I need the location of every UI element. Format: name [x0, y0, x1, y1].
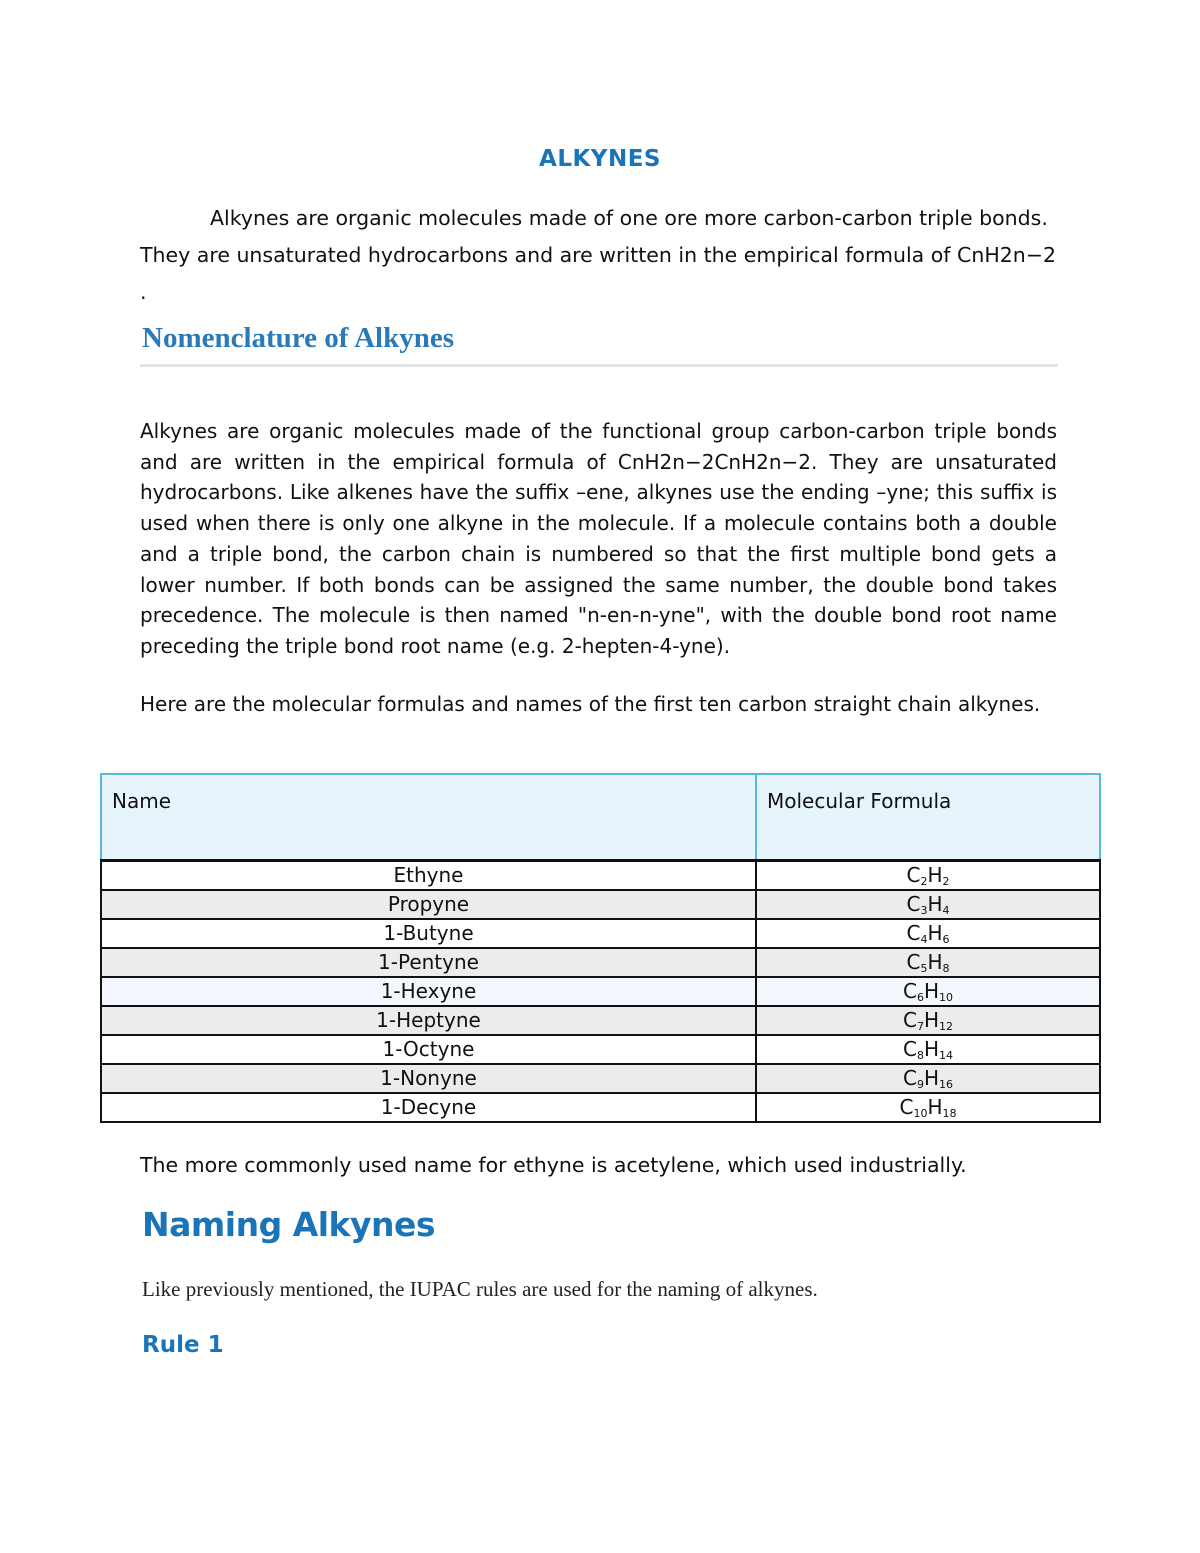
alkyne-name-cell: 1-Decyne — [101, 1093, 756, 1122]
formula-hydrogen: H — [927, 892, 943, 916]
formula-carbon: C — [902, 1008, 917, 1032]
formula-carbon: C — [902, 979, 917, 1003]
formula-hydrogen: H — [923, 1037, 939, 1061]
formula-hydrogen: H — [923, 1066, 939, 1090]
table-row — [101, 1064, 1100, 1093]
formula-carbon-count: 7 — [916, 1020, 924, 1033]
formula-carbon: C — [906, 892, 921, 916]
nomenclature-heading: Nomenclature of Alkynes — [142, 322, 455, 354]
intro-text: Alkynes are organic molecules made of one ore more carbon-carbon triple bonds. They are unsaturated hydrocarbons and are written in the empirical formula of CnH2n−2 . — [140, 206, 1057, 304]
formula-hydrogen-count: 10 — [939, 991, 953, 1004]
formula-hydrogen-count: 6 — [942, 933, 950, 946]
formula-carbon: C — [899, 1095, 914, 1119]
table-row — [101, 1093, 1100, 1122]
formula-carbon-count: 2 — [920, 875, 928, 888]
alkynes-table — [100, 773, 1101, 1123]
table-row — [101, 1006, 1100, 1035]
formula-carbon: C — [902, 1037, 917, 1061]
molecular-formula-cell — [756, 1093, 1100, 1122]
naming-paragraph: Like previously mentioned, the IUPAC rules are used for the naming of alkynes. — [142, 1277, 818, 1301]
formula-carbon-count: 9 — [916, 1078, 924, 1091]
formula-hydrogen-count: 4 — [942, 904, 950, 917]
column-header-formula: Molecular Formula — [756, 774, 1100, 861]
formula-hydrogen: H — [927, 1095, 943, 1119]
formula-carbon: C — [906, 921, 921, 945]
formula-hydrogen: H — [923, 979, 939, 1003]
alkyne-name-cell: 1-Nonyne — [101, 1064, 756, 1093]
intro-paragraph — [140, 200, 1060, 311]
heading-divider — [140, 364, 1058, 367]
molecular-formula-cell — [756, 861, 1100, 891]
molecular-formula-cell — [756, 1064, 1100, 1093]
alkyne-name-cell: Ethyne — [101, 861, 756, 891]
table-row — [101, 948, 1100, 977]
alkyne-name-cell: 1-Butyne — [101, 919, 756, 948]
formula-hydrogen-count: 8 — [942, 962, 950, 975]
table-body — [101, 861, 1100, 1123]
table-row — [101, 861, 1100, 891]
formula-carbon-count: 4 — [920, 933, 928, 946]
naming-heading: Naming Alkynes — [142, 1205, 436, 1244]
formula-carbon: C — [902, 1066, 917, 1090]
column-header-name: Name — [101, 774, 756, 861]
table-row — [101, 890, 1100, 919]
formula-hydrogen-count: 18 — [942, 1107, 957, 1120]
alkyne-name-cell: 1-Heptyne — [101, 1006, 756, 1035]
formula-carbon-count: 5 — [920, 962, 928, 975]
table-intro-paragraph: Here are the molecular formulas and names of the first ten carbon straight chain alkynes. — [140, 692, 1041, 716]
nomenclature-paragraph: Alkynes are organic molecules made of the functional group carbon-carbon triple bonds and are written in the empirical formula of CnH2n−2CnH2n−2. They are unsaturated hydrocarbons. Like alkenes have the suffix –ene, alkynes use the ending –yne; this suffix is used when there is only one alkyne in the molecule. If a molecule contains both a double and a triple bond, the carbon chain is numbered so that the first multiple bond gets a lower number. If both bonds can be assigned the same number, the double bond takes precedence. The molecule is then named "n-en-n-yne", with the double bond root name preceding the triple bond root name (e.g. 2-hepten-4-yne). — [140, 419, 1057, 658]
formula-hydrogen-count: 12 — [939, 1020, 953, 1033]
molecular-formula-cell — [756, 948, 1100, 977]
document-title: ALKYNES — [539, 146, 661, 172]
formula-carbon-count: 10 — [913, 1107, 928, 1120]
table-row — [101, 919, 1100, 948]
alkyne-name-cell: Propyne — [101, 890, 756, 919]
alkyne-name-cell: 1-Hexyne — [101, 977, 756, 1006]
acetylene-note: The more commonly used name for ethyne is acetylene, which used industrially. — [140, 1153, 967, 1177]
table-header-row — [101, 774, 1100, 861]
alkyne-name-cell: 1-Pentyne — [101, 948, 756, 977]
formula-carbon-count: 6 — [916, 991, 924, 1004]
molecular-formula-cell — [756, 890, 1100, 919]
formula-hydrogen: H — [927, 863, 943, 887]
rule-1-heading: Rule 1 — [142, 1332, 224, 1358]
formula-hydrogen-count: 2 — [942, 875, 950, 888]
molecular-formula-cell — [756, 919, 1100, 948]
formula-hydrogen-count: 14 — [939, 1049, 953, 1062]
formula-hydrogen: H — [927, 950, 943, 974]
molecular-formula-cell — [756, 1035, 1100, 1064]
formula-carbon: C — [906, 950, 921, 974]
formula-hydrogen: H — [923, 1008, 939, 1032]
table-row — [101, 977, 1100, 1006]
formula-carbon: C — [906, 863, 921, 887]
formula-hydrogen: H — [927, 921, 943, 945]
formula-carbon-count: 8 — [916, 1049, 924, 1062]
molecular-formula-cell — [756, 1006, 1100, 1035]
table-row — [101, 1035, 1100, 1064]
formula-carbon-count: 3 — [920, 904, 928, 917]
molecular-formula-cell — [756, 977, 1100, 1006]
formula-hydrogen-count: 16 — [939, 1078, 953, 1091]
alkyne-name-cell: 1-Octyne — [101, 1035, 756, 1064]
